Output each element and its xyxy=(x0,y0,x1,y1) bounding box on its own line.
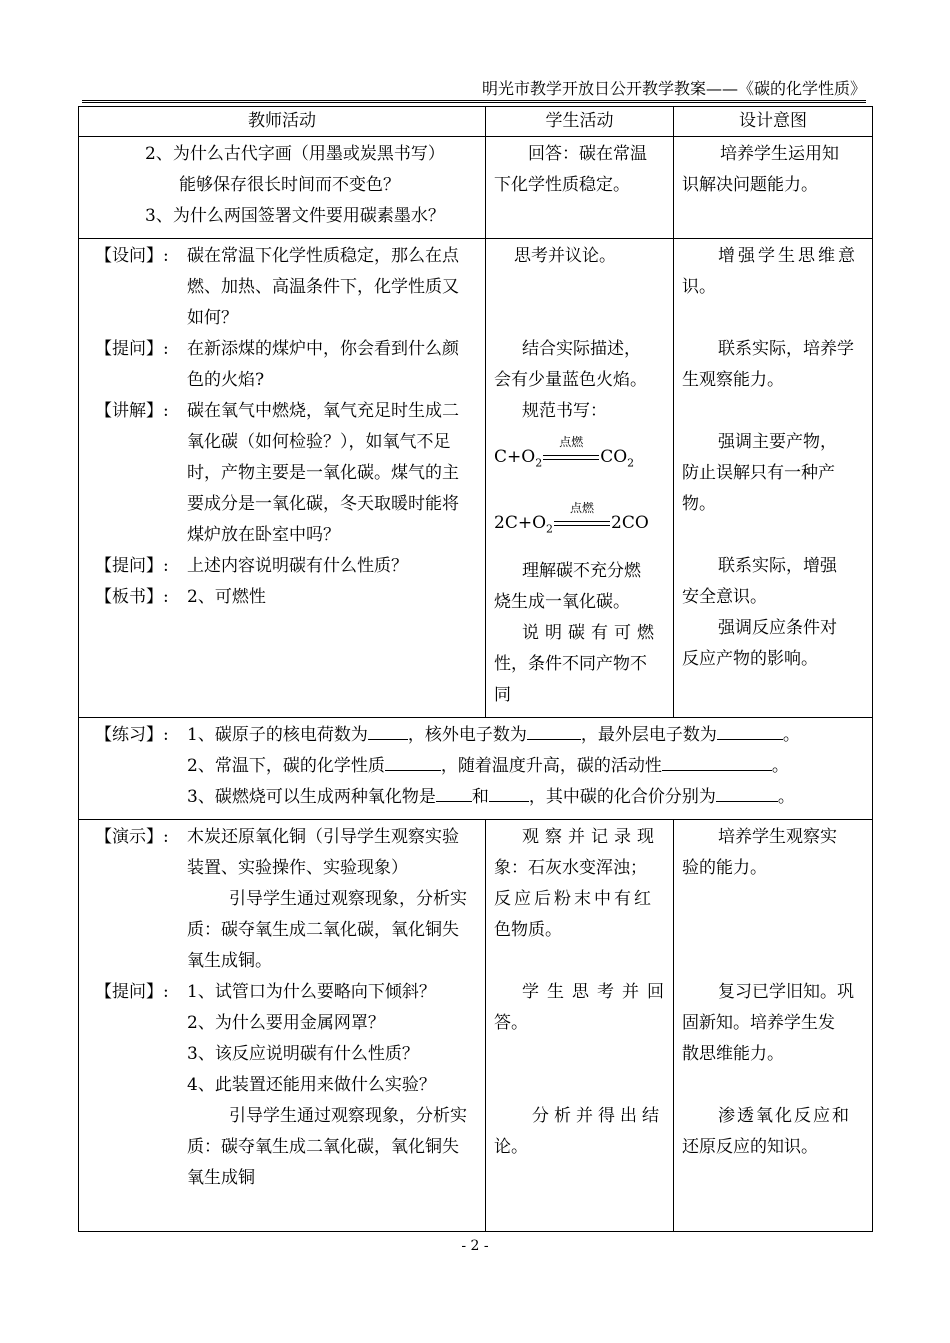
section-tag: 【提问】: xyxy=(95,339,169,359)
text-line xyxy=(95,822,477,853)
reaction-condition: 点燃 xyxy=(570,500,595,515)
fill-blank[interactable] xyxy=(385,752,441,771)
equation-co2 xyxy=(494,434,665,475)
text-line: 要成分是一氧化碳，冬天取暖时能将 xyxy=(187,494,459,514)
table-row xyxy=(79,137,873,239)
text-line: 会有少量蓝色火焰。 xyxy=(494,370,647,390)
header-rule xyxy=(82,100,866,101)
text-line: 引导学生通过观察现象，分析实 xyxy=(229,888,467,909)
text-line: 理解碳不充分燃 xyxy=(522,560,641,581)
text-line: 煤炉放在卧室中吗？ xyxy=(187,525,340,545)
text-line: 2、为什么要用金属网罩？ xyxy=(187,1012,385,1033)
text-line: 物。 xyxy=(682,494,716,514)
text-line xyxy=(95,977,477,1008)
text-line: 增强学生思维意 xyxy=(718,246,858,266)
spacer xyxy=(682,1070,864,1101)
text-span: 和 xyxy=(471,786,489,807)
section-tag: 【练习】: xyxy=(95,724,169,745)
text-line: 散思维能力。 xyxy=(682,1043,784,1064)
text-line: 答。 xyxy=(494,1012,528,1033)
exercise-line-3 xyxy=(95,782,864,813)
fill-blank[interactable] xyxy=(436,783,472,802)
text-line: 3、该反应说明碳有什么性质？ xyxy=(187,1043,419,1064)
text-span: ，随着温度升高，碳的活动性 xyxy=(440,755,662,776)
teacher-cell xyxy=(79,137,486,239)
fill-blank[interactable] xyxy=(527,721,581,740)
text-line: 3、为什么两国签署文件要用碳素墨水？ xyxy=(145,206,445,226)
text-line: 同 xyxy=(494,684,511,705)
text-line: 联系实际，培养学 xyxy=(718,339,854,359)
text-line: 色物质。 xyxy=(494,919,562,940)
column-header-teacher: 教师活动 xyxy=(79,107,486,137)
text-line: 燃、加热、高温条件下，化学性质又 xyxy=(187,277,459,297)
column-header-student: 学生活动 xyxy=(486,107,674,137)
section-tag: 【设问】: xyxy=(95,246,169,266)
text-line: 分析并得出结 xyxy=(532,1105,664,1126)
text-line: 思考并议论。 xyxy=(514,246,616,266)
spacer xyxy=(682,303,864,334)
text-line xyxy=(95,582,477,613)
equation-reactants: C+O xyxy=(494,447,536,467)
lesson-plan-table xyxy=(78,106,873,1232)
section-tag: 【演示】: xyxy=(95,826,169,847)
text-span: 1、碳原子的核电荷数为 xyxy=(187,724,368,745)
column-header-intent: 设计意图 xyxy=(674,107,873,137)
text-span: 。 xyxy=(777,786,795,807)
text-line: 强调主要产物， xyxy=(718,432,837,452)
text-line: 2、为什么古代字画（用墨或炭黑书写） xyxy=(145,144,445,164)
equation-product: 2CO xyxy=(611,513,649,534)
spacer xyxy=(682,884,864,915)
exercise-cell xyxy=(79,717,873,819)
text-line: 氧生成铜 xyxy=(187,1167,255,1188)
text-span: 1、试管口为什么要略向下倾斜？ xyxy=(187,981,436,1002)
table-row xyxy=(79,239,873,718)
table-header-row xyxy=(79,107,873,137)
reaction-condition: 点燃 xyxy=(559,434,584,449)
teacher-cell xyxy=(79,819,486,1231)
text-span: ，其中碳的化合价分别为 xyxy=(528,786,716,807)
text-span: 上述内容说明碳有什么性质？ xyxy=(187,556,408,576)
text-line: 论。 xyxy=(494,1136,528,1157)
text-line: 渗透氧化反应和 xyxy=(718,1105,851,1126)
fill-blank[interactable] xyxy=(717,721,783,740)
text-line: 性，条件不同产物不 xyxy=(494,653,647,674)
spacer xyxy=(494,946,665,977)
text-line: 质：碳夺氧生成二氧化碳，氧化铜失 xyxy=(187,1136,459,1157)
text-line: 学生思考并回 xyxy=(522,981,672,1002)
header-rule-double xyxy=(82,102,866,103)
text-line: 时，产物主要是一氧化碳。煤气的主 xyxy=(187,463,459,483)
text-line: 培养学生观察实 xyxy=(718,826,837,847)
text-line: 固新知。培养学生发 xyxy=(682,1012,835,1033)
text-line: 结合实际描述， xyxy=(522,339,641,359)
page-header: 明光市教学开放日公开教学教案——《碳的化学性质》 xyxy=(481,79,866,98)
text-span: 碳在氧气中燃烧，氧气充足时生成二 xyxy=(187,401,459,421)
text-line: 联系实际，增强 xyxy=(718,556,837,576)
intent-cell xyxy=(674,239,873,718)
text-line: 烧生成一氧化碳。 xyxy=(494,591,630,612)
intent-cell xyxy=(674,819,873,1231)
text-line: 说明碳有可燃 xyxy=(522,622,660,643)
text-line: 色的火焰? xyxy=(187,370,265,390)
text-line xyxy=(95,396,477,427)
text-line: 培养学生运用知 xyxy=(720,144,839,164)
text-line: 象：石灰水变浑浊； xyxy=(494,857,647,878)
exercise-line-2 xyxy=(95,751,864,782)
text-line: 反应后粉末中有红 xyxy=(494,888,654,909)
text-line: 强调反应条件对 xyxy=(718,618,837,638)
section-tag: 【提问】: xyxy=(95,981,169,1002)
subscript: 2 xyxy=(535,456,543,470)
text-span: 3、碳燃烧可以生成两种氧化物是 xyxy=(187,786,436,807)
text-line: 回答：碳在常温 xyxy=(528,144,647,164)
spacer xyxy=(494,272,665,303)
spacer xyxy=(494,1070,665,1101)
fill-blank[interactable] xyxy=(368,721,408,740)
equation-co xyxy=(494,500,665,541)
text-span: 2、常温下，碳的化学性质 xyxy=(187,755,385,776)
spacer xyxy=(682,520,864,551)
spacer xyxy=(682,915,864,946)
teacher-cell xyxy=(79,239,486,718)
text-line: 下化学性质稳定。 xyxy=(494,175,630,195)
text-line: 能够保存很长时间而不变色？ xyxy=(179,175,400,195)
table-row xyxy=(79,819,873,1231)
page-number: - 2 - xyxy=(461,1238,489,1254)
spacer xyxy=(682,396,864,427)
subscript: 2 xyxy=(627,456,635,470)
text-line: 还原反应的知识。 xyxy=(682,1136,818,1157)
text-line: 装置、实验操作、实验现象） xyxy=(187,857,408,878)
text-span: 。 xyxy=(782,724,800,745)
text-line: 生观察能力。 xyxy=(682,370,784,390)
text-span: ，核外电子数为 xyxy=(407,724,527,745)
fill-blank[interactable] xyxy=(489,783,529,802)
text-line: 识解决问题能力。 xyxy=(682,175,818,195)
text-span: 。 xyxy=(771,755,789,776)
student-cell xyxy=(486,819,674,1231)
student-cell xyxy=(486,137,674,239)
text-line: 4、此装置还能用来做什么实验？ xyxy=(187,1074,436,1095)
reaction-equals-sign xyxy=(543,434,599,465)
text-line: 安全意识。 xyxy=(682,587,767,607)
student-cell xyxy=(486,239,674,718)
text-line: 识。 xyxy=(682,277,716,297)
text-line: 观察并记录现 xyxy=(522,826,660,847)
exercise-line-1 xyxy=(95,720,864,751)
section-tag: 【板书】: xyxy=(95,587,169,607)
table-row-exercise xyxy=(79,717,873,819)
subscript: 2 xyxy=(546,522,554,536)
text-line xyxy=(95,241,477,272)
fill-blank[interactable] xyxy=(662,752,772,771)
text-line: 质：碳夺氧生成二氧化碳，氧化铜失 xyxy=(187,919,459,940)
text-line: 防止误解只有一种产 xyxy=(682,463,835,483)
equation-reactants: 2C+O xyxy=(494,513,547,534)
text-line: 氧生成铜。 xyxy=(187,950,272,971)
text-span: ，最外层电子数为 xyxy=(580,724,717,745)
text-span: 碳在常温下化学性质稳定，那么在点 xyxy=(187,246,459,266)
text-line: 复习已学旧知。巩 xyxy=(718,981,854,1002)
section-tag: 【讲解】: xyxy=(95,401,169,421)
spacer xyxy=(494,303,665,334)
text-line xyxy=(95,334,477,365)
section-tag: 【提问】: xyxy=(95,556,169,576)
text-line: 规范书写： xyxy=(522,401,607,421)
text-line: 验的能力。 xyxy=(682,857,767,878)
spacer xyxy=(494,1039,665,1070)
reaction-equals-sign xyxy=(554,500,610,531)
spacer xyxy=(682,946,864,977)
text-span: 2、可燃性 xyxy=(187,587,266,607)
fill-blank[interactable] xyxy=(716,783,778,802)
intent-cell xyxy=(674,137,873,239)
text-line: 反应产物的影响。 xyxy=(682,649,818,669)
text-line: 氧化碳（如何检验？），如氧气不足 xyxy=(187,432,451,452)
equation-product: CO xyxy=(600,447,628,467)
text-line: 引导学生通过观察现象，分析实 xyxy=(229,1105,467,1126)
text-line: 如何？ xyxy=(187,308,238,328)
text-span: 在新添煤的煤炉中，你会看到什么颜 xyxy=(187,339,459,359)
text-line xyxy=(95,551,477,582)
text-span: 木炭还原氧化铜（引导学生观察实验 xyxy=(187,826,459,847)
